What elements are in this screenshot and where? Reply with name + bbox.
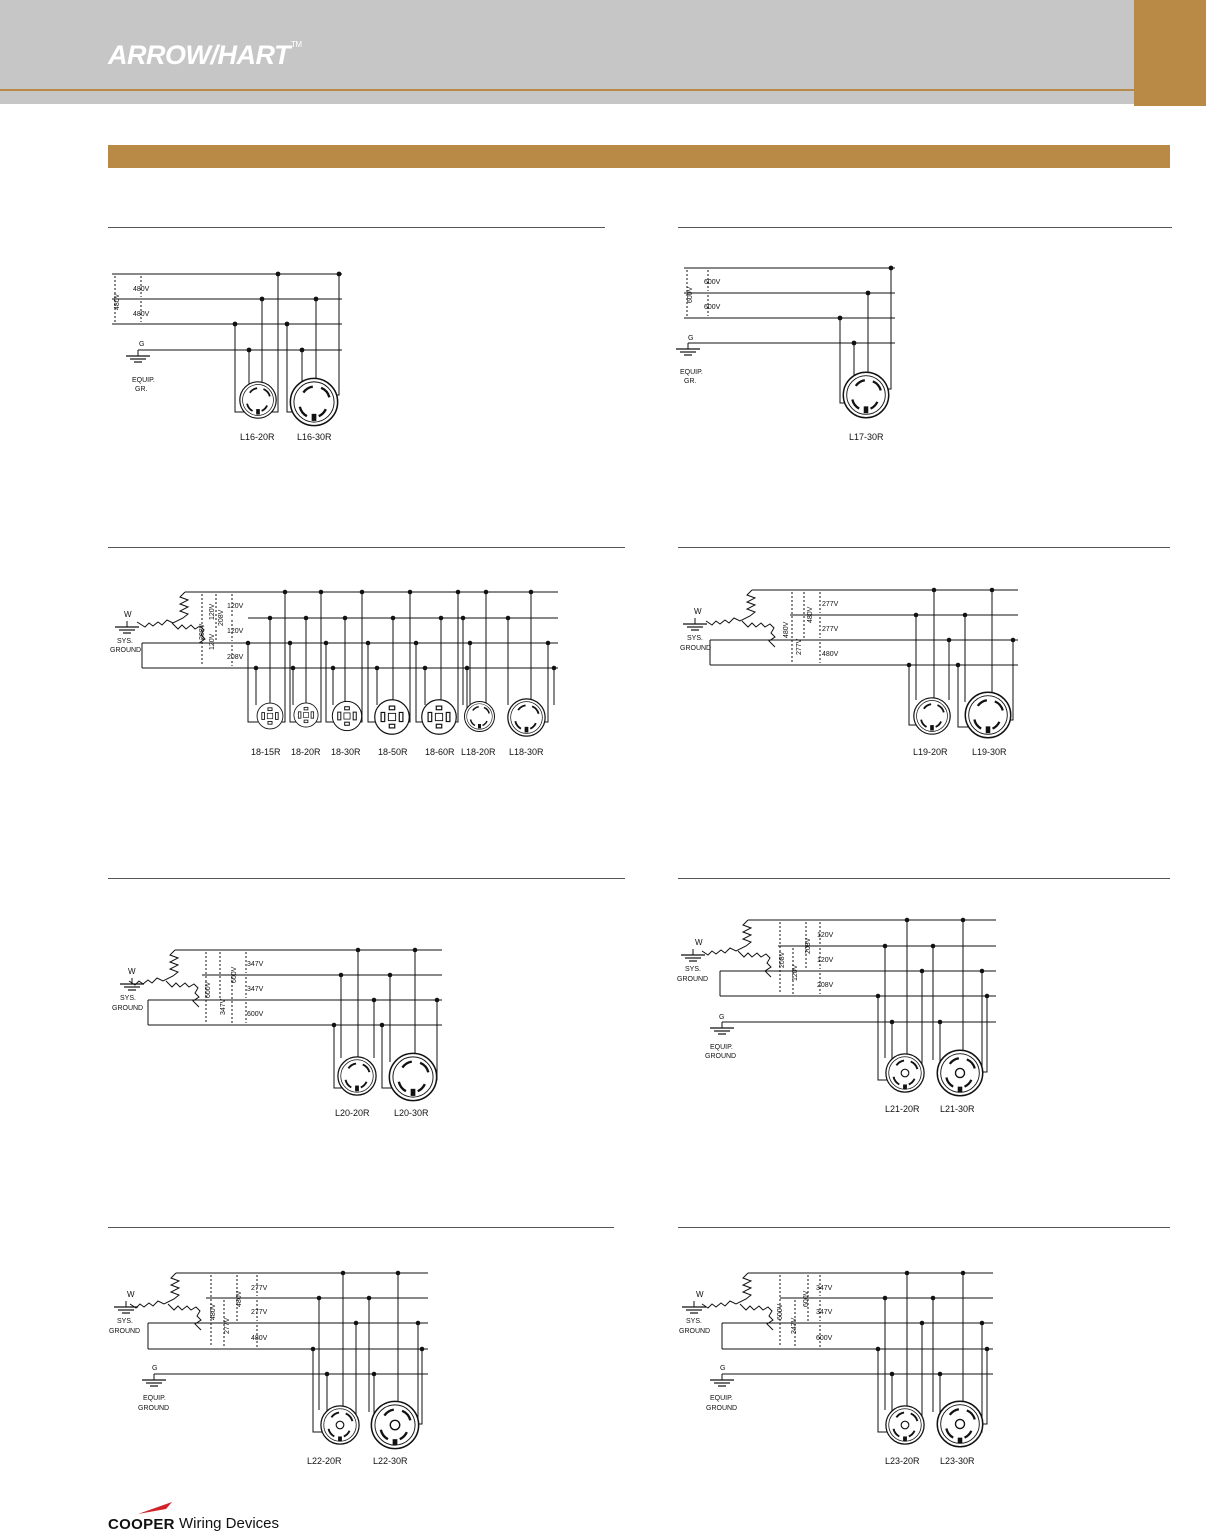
receptacle-icon [937,1401,982,1446]
voltage-label: 208V [805,937,812,954]
voltage-label: 347V [247,986,264,993]
ground-label: GROUND [706,1405,738,1412]
ground-icon [114,1301,138,1313]
voltage-label: 600V [816,1335,833,1342]
voltage-label: 480V [114,293,121,310]
receptacle-label: L18-30R [509,747,544,757]
voltage-label: 120V [209,603,216,620]
ground-label: GROUND [680,645,712,652]
voltage-label: 277V [251,1285,268,1292]
receptacle-icon [294,703,318,727]
voltage-label: 208V [199,623,206,640]
ground-label: GROUND [109,1328,141,1335]
receptacle-label: L23-20R [885,1456,920,1466]
receptacle-icon [371,1401,418,1448]
receptacle-label: L22-20R [307,1456,342,1466]
neutral-letter: W [695,938,703,947]
diagram-l20-nodes [332,948,440,1028]
ground-label: EQUIP. [710,1044,733,1051]
voltage-label: 600V [777,1303,784,1320]
receptacle-icon [843,372,888,417]
voltage-label: 480V [822,651,839,658]
neutral-letter: W [128,967,136,976]
voltage-label: 347V [247,961,264,968]
voltage-label: 480V [210,1303,217,1320]
ground-label: GROUND [138,1405,170,1412]
ground-label: GR. [135,386,148,393]
ground-icon [120,978,144,990]
ground-letter: G [688,335,694,342]
receptacle-label: L22-30R [373,1456,408,1466]
voltage-label: 347V [816,1309,833,1316]
neutral-letter: W [696,1290,704,1299]
ground-label: GROUND [705,1053,737,1060]
voltage-label: 600V [803,1290,810,1307]
receptacle-icon [886,1406,924,1444]
voltage-label: 480V [236,1290,243,1307]
receptacle-label: 18-60R [425,747,455,757]
voltage-label: 480V [251,1335,268,1342]
voltage-label: 600V [687,286,694,303]
receptacle-icon [886,1054,924,1092]
voltage-label: 208V [817,982,834,989]
voltage-label: 120V [792,964,799,981]
ground-letter: G [720,1365,726,1372]
neutral-letter: W [694,607,702,616]
voltage-label: 480V [133,286,150,293]
receptacle-label: L16-30R [297,432,332,442]
ground-letter: G [139,341,145,348]
voltage-label: 208V [218,609,225,626]
ground-label: EQUIP. [710,1395,733,1402]
voltage-label: 208V [779,951,786,968]
voltage-label: 480V [807,606,814,623]
receptacle-label: 18-20R [291,747,321,757]
ground-label: GROUND [112,1005,144,1012]
receptacle-icon [375,700,410,735]
voltage-label: 277V [251,1309,268,1316]
voltage-label: 277V [822,601,839,608]
logo-text: ARROW/HART [108,40,290,70]
cooper-brand: COOPER [108,1516,175,1533]
ground-letter: G [152,1365,158,1372]
voltage-label: 600V [247,1011,264,1018]
ground-label: SYS. [687,635,703,642]
diagram-l17-nodes [838,266,894,346]
ground-icon [683,618,707,630]
ground-label: EQUIP. [143,1395,166,1402]
ground-label: SYS. [686,1318,702,1325]
ground-label: GR. [684,378,697,385]
voltage-label: 120V [227,603,244,610]
voltage-label: 120V [817,932,834,939]
receptacle-label: L19-30R [972,747,1007,757]
ground-icon [710,1022,734,1034]
receptacle-icon [332,701,361,730]
receptacle-icon [465,702,495,732]
ground-icon [681,949,705,961]
neutral-letter: W [127,1290,135,1299]
voltage-label: 600V [205,981,212,998]
ground-icon [710,1374,734,1386]
ground-label: SYS. [117,638,133,645]
receptacle-label: 18-15R [251,747,281,757]
receptacle-icon [321,1406,359,1444]
receptacle-label: L19-20R [913,747,948,757]
voltage-label: 120V [209,633,216,650]
ground-label: EQUIP. [132,377,155,384]
voltage-label: 208V [227,654,244,661]
receptacle-label: L21-30R [940,1104,975,1114]
receptacle-label: L18-20R [461,747,496,757]
receptacle-icon [914,698,950,734]
logo-tm: TM [290,40,302,49]
receptacle-label: L21-20R [885,1104,920,1114]
voltage-label: 480V [783,621,790,638]
voltage-label: 347V [220,998,227,1015]
receptacle-label: L17-30R [849,432,884,442]
receptacle-label: L20-30R [394,1108,429,1118]
receptacle-icon [508,699,545,736]
footer-subtitle: Wiring Devices [179,1515,280,1532]
receptacle-icon [240,382,276,418]
voltage-label: 600V [231,966,238,983]
voltage-label: 120V [817,957,834,964]
receptacle-icon [389,1053,436,1100]
receptacle-icon [338,1057,376,1095]
receptacle-label: 18-30R [331,747,361,757]
ground-label: SYS. [685,966,701,973]
ground-label: GROUND [110,647,142,654]
receptacle-icon [257,703,283,729]
receptacle-icon [937,1050,982,1095]
voltage-label: 600V [704,304,721,311]
ground-icon [126,350,150,362]
receptacle-label: L16-20R [240,432,275,442]
voltage-label: 480V [133,311,150,318]
neutral-letter: W [124,610,132,619]
ground-label: SYS. [120,995,136,1002]
receptacle-icon [965,692,1010,737]
receptacle-label: L23-30R [940,1456,975,1466]
voltage-label: 277V [796,638,803,655]
receptacle-icon [422,700,457,735]
receptacle-label: 18-50R [378,747,408,757]
ground-icon [676,343,700,355]
voltage-label: 347V [816,1285,833,1292]
diagram-l19-nodes [907,588,1016,668]
voltage-label: 600V [704,279,721,286]
ground-label: GROUND [679,1328,711,1335]
voltage-label: 347V [791,1317,798,1334]
ground-label: SYS. [117,1318,133,1325]
ground-icon [142,1374,166,1386]
ground-label: EQUIP. [680,369,703,376]
cooper-swoosh-icon [136,1500,176,1516]
receptacle-icon [290,378,337,425]
voltage-label: 277V [224,1317,231,1334]
voltage-label: 277V [822,626,839,633]
ground-icon [682,1301,706,1313]
ground-icon [115,621,139,633]
ground-letter: G [719,1014,725,1021]
voltage-label: 120V [227,628,244,635]
diagram-18-nodes [246,590,557,671]
receptacle-label: L20-20R [335,1108,370,1118]
ground-label: GROUND [677,976,709,983]
